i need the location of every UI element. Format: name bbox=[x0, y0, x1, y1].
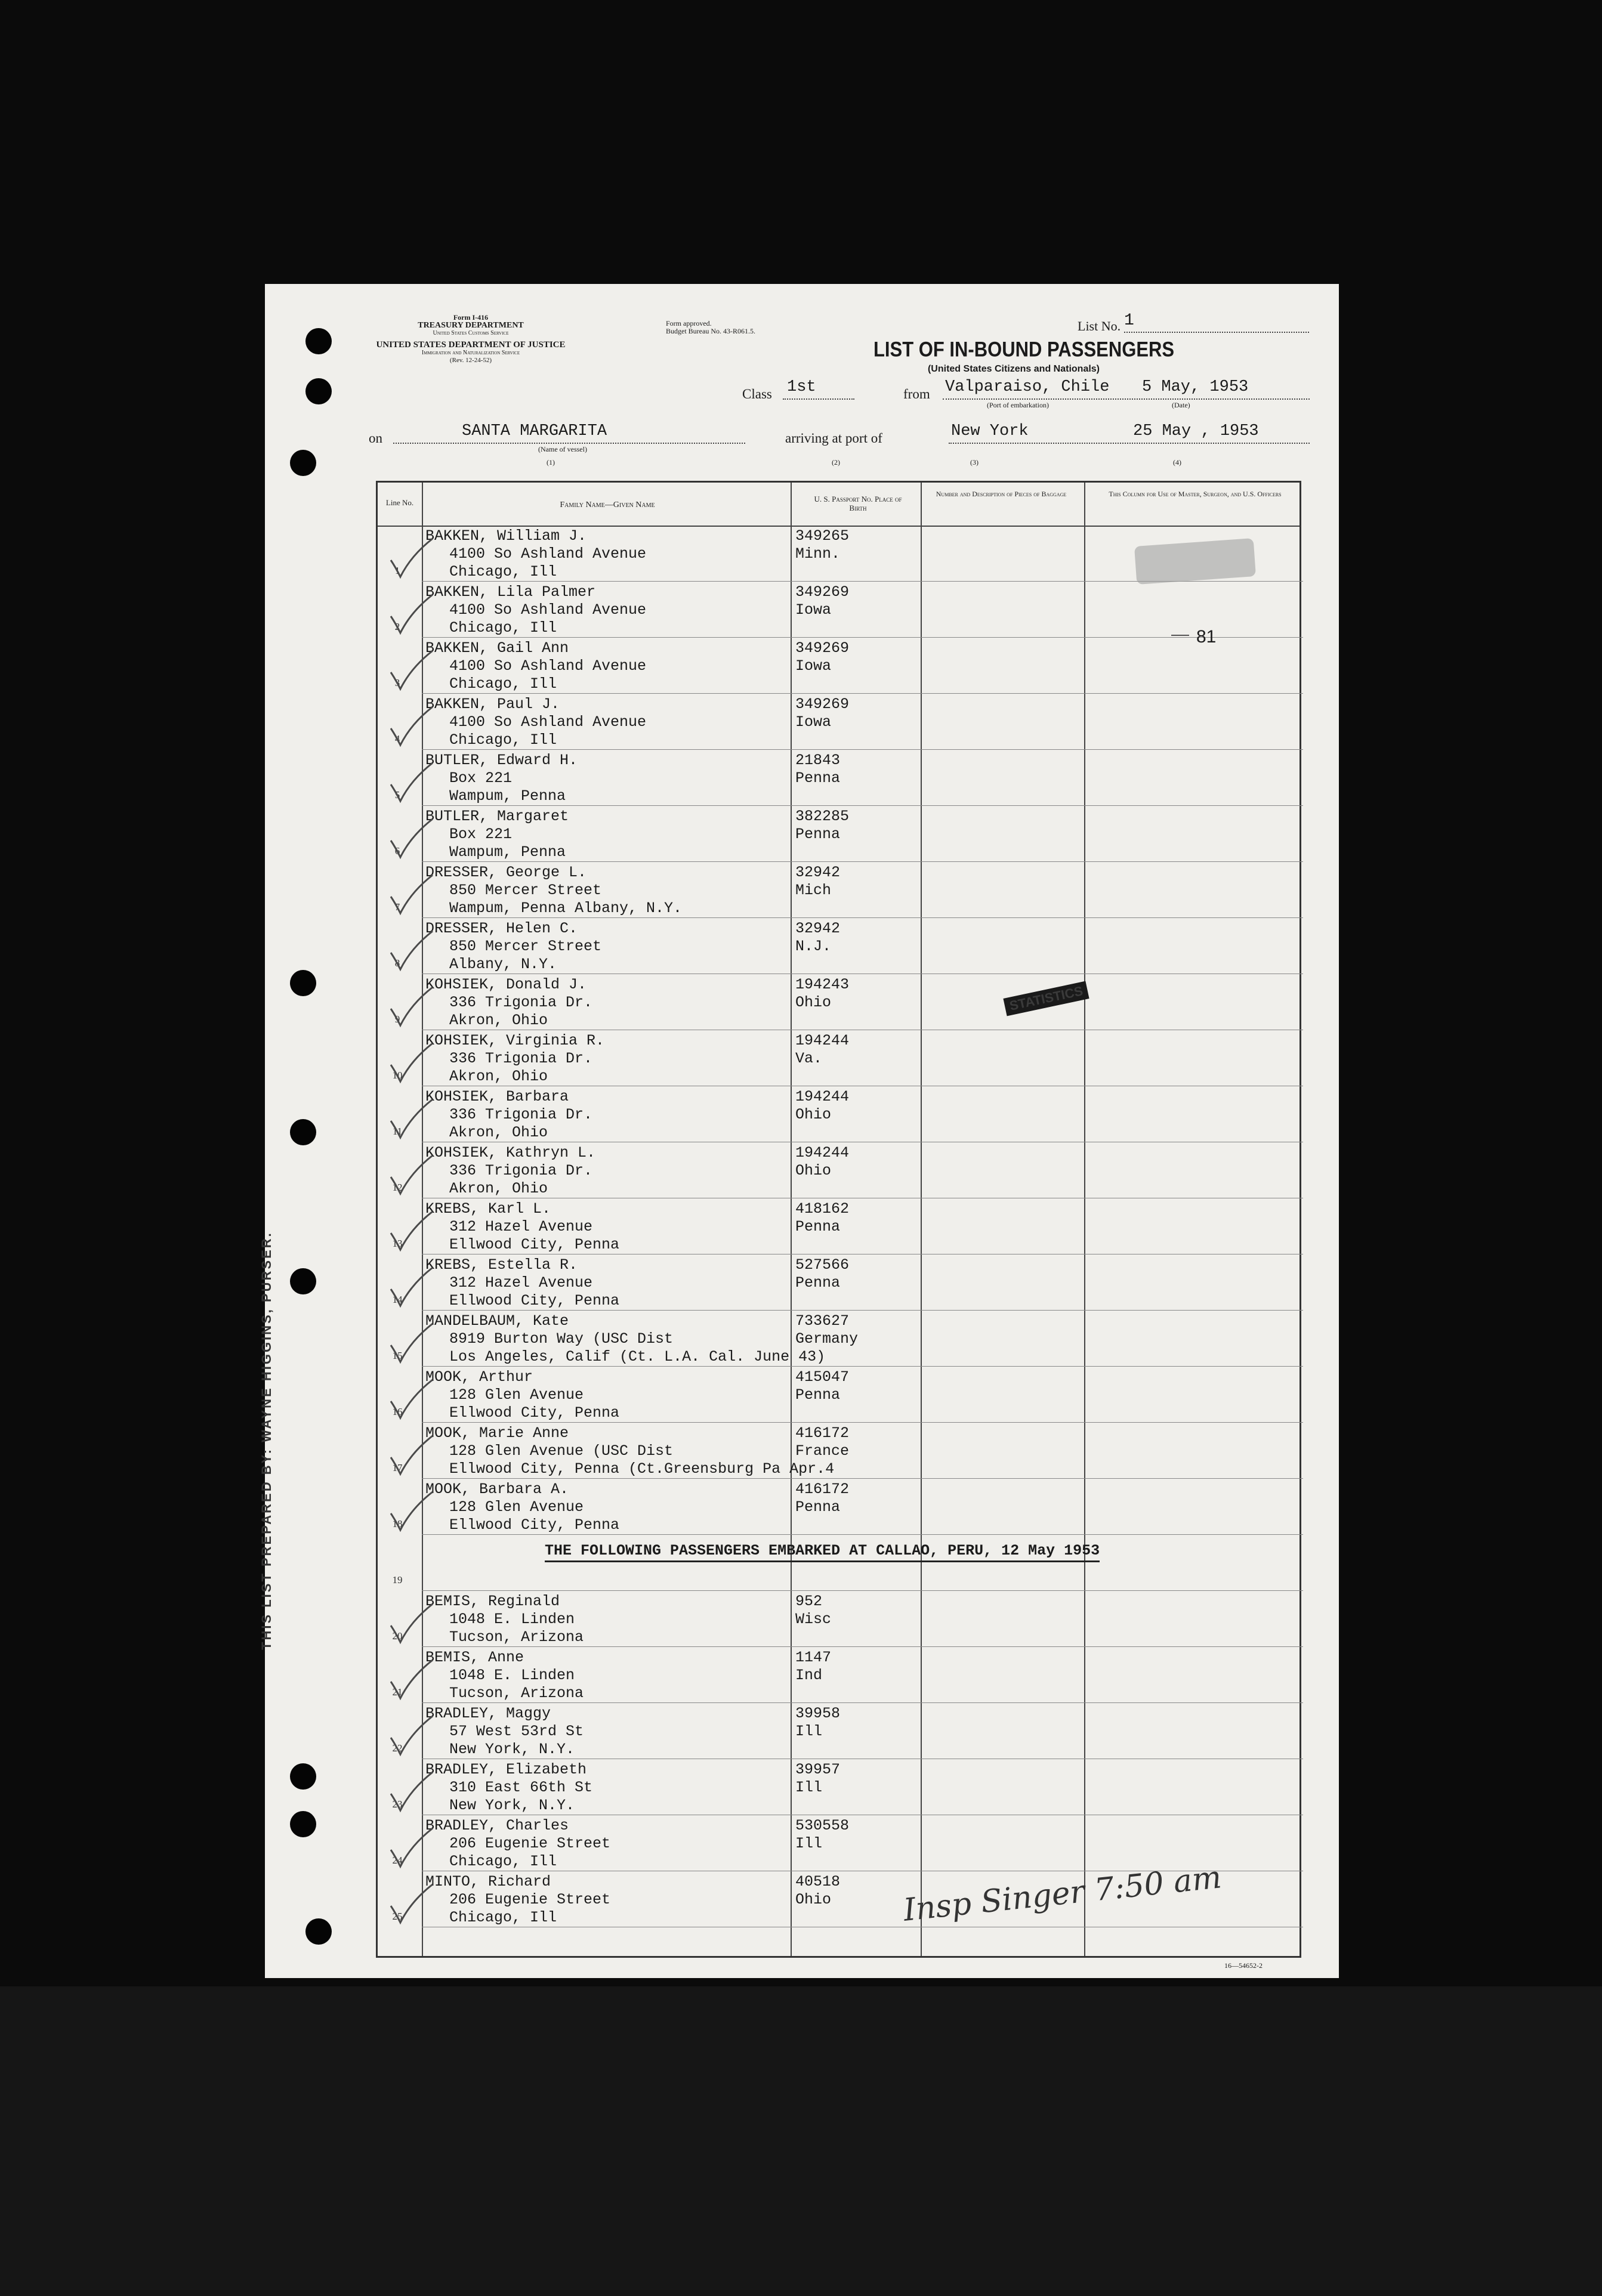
line-number: 23 bbox=[392, 1799, 403, 1810]
place-of-birth: Germany bbox=[795, 1330, 859, 1348]
passport-number: 39958 bbox=[795, 1705, 841, 1722]
passport-number: 418162 bbox=[795, 1200, 850, 1217]
check-mark-icon bbox=[387, 818, 435, 860]
passenger-name: BRADLEY, Charles bbox=[425, 1817, 569, 1834]
passenger-address-street: 850 Mercer Street bbox=[449, 882, 602, 899]
col-header-name: Family Name—Given Name bbox=[560, 500, 655, 509]
passport-number: 40518 bbox=[795, 1873, 841, 1890]
check-mark-icon bbox=[387, 874, 435, 916]
place-of-birth: N.J. bbox=[795, 938, 832, 955]
passenger-address-street: 336 Trigonia Dr. bbox=[449, 1162, 593, 1179]
passport-number: 952 bbox=[795, 1593, 823, 1610]
passport-number: 39957 bbox=[795, 1761, 841, 1778]
passenger-name: BUTLER, Margaret bbox=[425, 808, 569, 825]
arriving-label: arriving at port of bbox=[785, 431, 882, 446]
passenger-address-street: 206 Eugenie Street bbox=[449, 1835, 611, 1852]
passenger-name: BEMIS, Anne bbox=[425, 1649, 524, 1666]
passenger-address-street: 4100 So Ashland Avenue bbox=[449, 713, 647, 731]
officer-note: 81 bbox=[1196, 627, 1217, 647]
line-number: 2 bbox=[394, 621, 400, 632]
line-number: 14 bbox=[392, 1294, 403, 1305]
place-of-birth: Mich bbox=[795, 882, 832, 899]
check-mark-icon bbox=[387, 1154, 435, 1196]
passenger-name: BRADLEY, Elizabeth bbox=[425, 1761, 587, 1778]
list-no-value: 1 bbox=[1124, 311, 1134, 330]
form-approved: Form approved. bbox=[666, 319, 712, 327]
binder-hole bbox=[290, 1268, 316, 1294]
passenger-address-city: Tucson, Arizona bbox=[449, 1628, 584, 1646]
passenger-address-city: Wampum, Penna bbox=[449, 843, 566, 861]
col-num-4: (4) bbox=[1173, 458, 1181, 466]
check-mark-icon bbox=[387, 1266, 435, 1308]
passenger-address-city: Wampum, Penna Albany, N.Y. bbox=[449, 900, 683, 917]
line-number: 25 bbox=[392, 1911, 403, 1922]
table-row bbox=[378, 582, 1303, 638]
check-mark-icon bbox=[387, 930, 435, 972]
passport-number: 527566 bbox=[795, 1256, 850, 1274]
passenger-address-street: 4100 So Ashland Avenue bbox=[449, 601, 647, 619]
vessel-caption: (Name of vessel) bbox=[538, 445, 587, 453]
col-header-line: Line No. bbox=[385, 498, 414, 507]
place-of-birth: Penna bbox=[795, 1274, 841, 1291]
class-label: Class bbox=[742, 387, 772, 401]
line-number: 3 bbox=[394, 677, 400, 688]
line-number: 16 bbox=[392, 1406, 403, 1417]
passenger-address-city: Tucson, Arizona bbox=[449, 1685, 584, 1702]
line-number: 17 bbox=[392, 1462, 403, 1473]
binder-hole bbox=[305, 378, 332, 404]
passenger-address-street: 206 Eugenie Street bbox=[449, 1891, 611, 1908]
place-of-birth: Wisc bbox=[795, 1611, 832, 1628]
passenger-name: MANDELBAUM, Kate bbox=[425, 1312, 569, 1330]
line-number: 9 bbox=[394, 1013, 400, 1025]
passport-number: 349269 bbox=[795, 639, 850, 657]
passenger-name: KOHSIEK, Kathryn L. bbox=[425, 1144, 596, 1161]
page-title: LIST OF IN-BOUND PASSENGERS bbox=[873, 337, 1175, 361]
line-number: 18 bbox=[392, 1518, 403, 1529]
col-num-3: (3) bbox=[970, 458, 979, 466]
table-row bbox=[378, 694, 1303, 750]
form-number: Form I-416 bbox=[453, 313, 489, 322]
passenger-address-city: New York, N.Y. bbox=[449, 1741, 575, 1758]
passenger-address-street: 128 Glen Avenue bbox=[449, 1386, 584, 1404]
footer-code: 16—54652-2 bbox=[1224, 1961, 1263, 1970]
table-row bbox=[378, 918, 1303, 974]
passenger-address-street: 336 Trigonia Dr. bbox=[449, 1106, 593, 1123]
place-of-birth: Iowa bbox=[795, 713, 832, 731]
place-of-birth: Penna bbox=[795, 1498, 841, 1516]
passenger-address-city: Chicago, Ill bbox=[449, 619, 557, 636]
table-row bbox=[378, 806, 1303, 862]
check-mark-icon bbox=[387, 1715, 435, 1757]
dept-treasury: TREASURY DEPARTMENT bbox=[418, 321, 524, 330]
passenger-name: BAKKEN, William J. bbox=[425, 527, 587, 545]
col-header-passport: U. S. Passport No. Place of Birth bbox=[814, 495, 902, 512]
passenger-address-street: 57 West 53rd St bbox=[449, 1723, 584, 1740]
purser-note: THIS LIST PREPARED BY: WAYNE HIGGINS, PURSER. bbox=[259, 1231, 274, 1650]
passport-number: 416172 bbox=[795, 1481, 850, 1498]
check-mark-icon bbox=[387, 706, 435, 747]
line-number: 1 bbox=[394, 565, 400, 576]
date-caption: (Date) bbox=[1172, 401, 1190, 409]
passport-number: 194244 bbox=[795, 1144, 850, 1161]
class-value: 1st bbox=[787, 378, 816, 396]
passport-number: 349265 bbox=[795, 527, 850, 545]
passenger-name: BUTLER, Edward H. bbox=[425, 752, 578, 769]
place-of-birth: Penna bbox=[795, 826, 841, 843]
place-of-birth: Iowa bbox=[795, 657, 832, 675]
table-row bbox=[378, 1423, 1303, 1479]
passenger-address-city: Chicago, Ill bbox=[449, 675, 557, 693]
binder-hole bbox=[290, 450, 316, 476]
table-row bbox=[378, 1591, 1303, 1647]
passenger-address-street: 4100 So Ashland Avenue bbox=[449, 545, 647, 563]
line-number: 11 bbox=[392, 1126, 403, 1137]
passport-number: 194243 bbox=[795, 976, 850, 993]
table-row bbox=[378, 1815, 1303, 1871]
officer-dash bbox=[1171, 635, 1189, 636]
passenger-name: KREBS, Karl L. bbox=[425, 1200, 551, 1217]
check-mark-icon bbox=[387, 1491, 435, 1532]
line-number: 24 bbox=[392, 1855, 403, 1866]
place-of-birth: Ind bbox=[795, 1667, 823, 1684]
table-row bbox=[378, 1142, 1303, 1198]
statistics-stamp: STATISTICS bbox=[1003, 981, 1089, 1016]
col-header-baggage: Number and Description of Pieces of Baggage bbox=[936, 490, 1067, 498]
passenger-table bbox=[376, 481, 1301, 1958]
line-number: 12 bbox=[392, 1182, 403, 1193]
table-row bbox=[378, 1647, 1303, 1703]
passenger-name: BRADLEY, Maggy bbox=[425, 1705, 551, 1722]
line-number: 7 bbox=[394, 901, 400, 913]
passenger-address-street: 312 Hazel Avenue bbox=[449, 1274, 593, 1291]
page-subtitle: (United States Citizens and Nationals) bbox=[927, 364, 1100, 374]
passenger-address-street: 1048 E. Linden bbox=[449, 1667, 575, 1684]
line-number: 20 bbox=[392, 1630, 403, 1642]
place-of-birth: Ohio bbox=[795, 994, 832, 1011]
table-row bbox=[378, 1703, 1303, 1759]
place-of-birth: Minn. bbox=[795, 545, 841, 563]
table-row bbox=[378, 1367, 1303, 1423]
passenger-name: MOOK, Arthur bbox=[425, 1368, 533, 1386]
passport-number: 416172 bbox=[795, 1424, 850, 1442]
line-number: 6 bbox=[394, 845, 400, 857]
vessel-name: SANTA MARGARITA bbox=[462, 422, 607, 440]
table-row bbox=[378, 1198, 1303, 1254]
passport-number: 21843 bbox=[795, 752, 841, 769]
passenger-address-street: 128 Glen Avenue bbox=[449, 1498, 584, 1516]
passport-number: 349269 bbox=[795, 583, 850, 601]
place-of-birth: Ill bbox=[795, 1723, 823, 1740]
passport-number: 382285 bbox=[795, 808, 850, 825]
passenger-name: MOOK, Marie Anne bbox=[425, 1424, 569, 1442]
passenger-name: KOHSIEK, Barbara bbox=[425, 1088, 569, 1105]
passenger-address-city: Akron, Ohio bbox=[449, 1124, 548, 1141]
place-of-birth: France bbox=[795, 1442, 850, 1460]
passenger-address-street: 312 Hazel Avenue bbox=[449, 1218, 593, 1235]
check-mark-icon bbox=[387, 1771, 435, 1813]
passport-number: 733627 bbox=[795, 1312, 850, 1330]
place-of-birth: Ohio bbox=[795, 1106, 832, 1123]
passenger-address-city: Akron, Ohio bbox=[449, 1012, 548, 1029]
passport-number: 415047 bbox=[795, 1368, 850, 1386]
check-mark-icon bbox=[387, 1042, 435, 1084]
passenger-address-street: 8919 Burton Way (USC Dist bbox=[449, 1330, 674, 1348]
passenger-address-city: Ellwood City, Penna bbox=[449, 1404, 620, 1422]
check-mark-icon bbox=[387, 1098, 435, 1140]
check-mark-icon bbox=[387, 650, 435, 691]
check-mark-icon bbox=[387, 594, 435, 635]
place-of-birth: Ohio bbox=[795, 1891, 832, 1908]
check-mark-icon bbox=[387, 1322, 435, 1364]
passenger-address-street: 336 Trigonia Dr. bbox=[449, 1050, 593, 1067]
passenger-manifest-page bbox=[259, 284, 1339, 1978]
place-of-birth: Ill bbox=[795, 1779, 823, 1796]
passenger-name: BAKKEN, Lila Palmer bbox=[425, 583, 596, 601]
passenger-address-city: Albany, N.Y. bbox=[449, 956, 557, 973]
line-number: 5 bbox=[394, 789, 400, 801]
line-number: 8 bbox=[394, 957, 400, 969]
table-row bbox=[378, 862, 1303, 918]
passenger-address-city: Akron, Ohio bbox=[449, 1068, 548, 1085]
line-number: 22 bbox=[392, 1742, 403, 1754]
line-number: 19 bbox=[392, 1574, 403, 1586]
line-number: 21 bbox=[392, 1686, 403, 1698]
port-caption: (Port of embarkation) bbox=[987, 401, 1049, 409]
col-num-1: (1) bbox=[547, 458, 555, 466]
passenger-address-street: 336 Trigonia Dr. bbox=[449, 994, 593, 1011]
passenger-name: BAKKEN, Gail Ann bbox=[425, 639, 569, 657]
passenger-name: KOHSIEK, Donald J. bbox=[425, 976, 587, 993]
binder-hole bbox=[305, 328, 332, 354]
check-mark-icon bbox=[387, 537, 435, 579]
check-mark-icon bbox=[387, 1379, 435, 1420]
table-row bbox=[378, 638, 1303, 694]
dept-treasury-sub: United States Customs Service bbox=[433, 330, 509, 336]
passenger-address-city: Chicago, Ill bbox=[449, 1909, 557, 1926]
place-of-birth: Ill bbox=[795, 1835, 823, 1852]
check-mark-icon bbox=[387, 986, 435, 1028]
passport-number: 530558 bbox=[795, 1817, 850, 1834]
place-of-birth: Va. bbox=[795, 1050, 823, 1067]
passenger-address-street: 1048 E. Linden bbox=[449, 1611, 575, 1628]
place-of-birth: Penna bbox=[795, 770, 841, 787]
passenger-address-street: Box 221 bbox=[449, 770, 513, 787]
passenger-address-city: Ellwood City, Penna (Ct.Greensburg Pa Apr.4 bbox=[449, 1460, 835, 1478]
passenger-name: DRESSER, Helen C. bbox=[425, 920, 578, 937]
table-row bbox=[378, 1759, 1303, 1815]
line-number: 15 bbox=[392, 1350, 403, 1361]
callao-banner: THE FOLLOWING PASSENGERS EMBARKED AT CALLAO, PERU, 12 May 1953 bbox=[545, 1542, 1100, 1562]
line-number: 10 bbox=[392, 1070, 403, 1081]
passenger-address-street: 128 Glen Avenue (USC Dist bbox=[449, 1442, 674, 1460]
binder-hole bbox=[290, 970, 316, 996]
line-number: 13 bbox=[392, 1238, 403, 1249]
passenger-name: DRESSER, George L. bbox=[425, 864, 587, 881]
passenger-address-city: Los Angeles, Calif (Ct. L.A. Cal. June 43) bbox=[449, 1348, 826, 1365]
passenger-name: KREBS, Estella R. bbox=[425, 1256, 578, 1274]
col-num-2: (2) bbox=[832, 458, 840, 466]
passenger-address-city: Ellwood City, Penna bbox=[449, 1236, 620, 1253]
table-row bbox=[378, 1086, 1303, 1142]
table-row bbox=[378, 1311, 1303, 1367]
table-row bbox=[378, 750, 1303, 806]
place-of-birth: Iowa bbox=[795, 601, 832, 619]
passenger-address-street: Box 221 bbox=[449, 826, 513, 843]
table-row bbox=[378, 974, 1303, 1030]
passport-number: 194244 bbox=[795, 1032, 850, 1049]
check-mark-icon bbox=[387, 1827, 435, 1869]
col-header-officers: This Column for Use of Master, Surgeon, and U.S. Officers bbox=[1109, 490, 1282, 498]
budget-bureau: Budget Bureau No. 43-R061.5. bbox=[666, 327, 755, 335]
passenger-address-city: Akron, Ohio bbox=[449, 1180, 548, 1197]
passport-number: 194244 bbox=[795, 1088, 850, 1105]
dept-justice: UNITED STATES DEPARTMENT OF JUSTICE bbox=[376, 340, 566, 350]
check-mark-icon bbox=[387, 1435, 435, 1476]
table-row bbox=[378, 1479, 1303, 1535]
check-mark-icon bbox=[387, 1210, 435, 1252]
place-of-birth: Ohio bbox=[795, 1162, 832, 1179]
from-date: 5 May, 1953 bbox=[1142, 378, 1249, 396]
check-mark-icon bbox=[387, 762, 435, 804]
arrival-date: 25 May , 1953 bbox=[1133, 422, 1259, 440]
passenger-name: MOOK, Barbara A. bbox=[425, 1481, 569, 1498]
passenger-address-city: Wampum, Penna bbox=[449, 787, 566, 805]
from-port: Valparaiso, Chile bbox=[945, 378, 1110, 396]
check-mark-icon bbox=[387, 1603, 435, 1645]
revision: (Rev. 12-24-52) bbox=[449, 357, 492, 364]
scan-background bbox=[0, 1986, 1602, 2296]
on-label: on bbox=[369, 431, 382, 446]
from-label: from bbox=[903, 387, 930, 401]
passenger-address-city: New York, N.Y. bbox=[449, 1797, 575, 1814]
passenger-name: BAKKEN, Paul J. bbox=[425, 696, 560, 713]
passenger-address-city: Chicago, Ill bbox=[449, 1853, 557, 1870]
dept-justice-sub: Immigration and Naturalization Service bbox=[421, 350, 520, 356]
binder-hole bbox=[290, 1119, 316, 1145]
passport-number: 32942 bbox=[795, 864, 841, 881]
passenger-address-city: Chicago, Ill bbox=[449, 731, 557, 749]
passenger-address-street: 850 Mercer Street bbox=[449, 938, 602, 955]
passenger-address-street: 4100 So Ashland Avenue bbox=[449, 657, 647, 675]
passport-number: 32942 bbox=[795, 920, 841, 937]
list-no-label: List No. bbox=[1078, 319, 1121, 333]
binder-hole bbox=[290, 1763, 316, 1790]
place-of-birth: Penna bbox=[795, 1218, 841, 1235]
place-of-birth: Penna bbox=[795, 1386, 841, 1404]
table-row bbox=[378, 1030, 1303, 1086]
passenger-address-city: Chicago, Ill bbox=[449, 563, 557, 580]
table-row bbox=[378, 1254, 1303, 1311]
binder-hole bbox=[305, 1918, 332, 1945]
passenger-address-city: Ellwood City, Penna bbox=[449, 1292, 620, 1309]
passenger-name: BEMIS, Reginald bbox=[425, 1593, 560, 1610]
passenger-name: MINTO, Richard bbox=[425, 1873, 551, 1890]
check-mark-icon bbox=[387, 1883, 435, 1925]
passenger-name: KOHSIEK, Virginia R. bbox=[425, 1032, 605, 1049]
inspector-signature: Insp Singer 7:50 am bbox=[902, 1859, 1224, 1929]
passport-number: 349269 bbox=[795, 696, 850, 713]
passenger-address-city: Ellwood City, Penna bbox=[449, 1516, 620, 1534]
binder-hole bbox=[290, 1811, 316, 1837]
passenger-address-street: 310 East 66th St bbox=[449, 1779, 593, 1796]
passport-number: 1147 bbox=[795, 1649, 832, 1666]
arrival-port: New York bbox=[951, 422, 1029, 440]
check-mark-icon bbox=[387, 1659, 435, 1701]
line-number: 4 bbox=[394, 733, 400, 744]
